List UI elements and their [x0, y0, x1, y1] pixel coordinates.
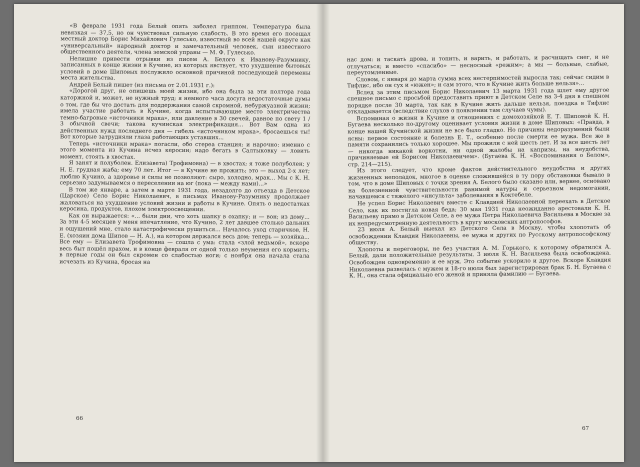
- page-number-left: 66: [76, 416, 83, 422]
- paragraph: Андрей Белый пишет (из письма от 2.01.1931 г.):: [69, 82, 215, 90]
- paragraph: В том же январе, а затем в марте 1931 года, незадолго до отъезда в Детское (Царское) Село Борис Николаевич, в письмах Иванову-Разумнику продолжает жаловаться на ухудшение условий жизни и работы в Кучине. Опять о недостатках керосина, продуктов, плохом электроосвещении.: [59, 187, 310, 214]
- paragraph: Хлопоты и переговоры, не без участия А. М. Горького, к которому обратился А. Белый, дали положительные результаты. 3 июля К. Н. Васильева была освобождена. Освобожден одновременно и ее муж. Это событие ускорило и другое. Вскоре Клавдия Николаевна развелась с мужем и 18-го июля был зарегистрирован брак Б. Н. Бугаева с К. Н., она стала официально его женой и приняла фамилию — Бугаева.: [348, 244, 612, 280]
- right-page: [347, 55, 611, 280]
- paragraph: Я занят и полуболен. Елизавета) Трофимовна) — в хвостах; я тоже полуболен; у Н. Е. грудная жаба; ему 70 лет. Итог — в Кучине не прожить; это — выход 2-х лет; люблю Кучино, а здоровье и силы не позволяют: сыро, холодно, мрак... Мы с К. Н. серьезно задумываемся о переселении на юг (пока — между нами)...»: [59, 160, 310, 188]
- paragraph: Из этого следует, что кроме фактов действительного неудобства и других жизненных неполадок, многое в оценке сложившейся в ту пору обстановки бывало в том, что в доме Шиповых с точки зрения А. Белого было сказано или, вернее, основано на болезненной чувствительности ранимой натуры и серьезном недомогании, начавшемся с тяжелого «инсульта» заболевания в Коктебеле.: [348, 165, 611, 201]
- book-gutter: [316, 4, 330, 462]
- paragraph: Вслед за этим письмом Борис Николаевич 13 марта 1931 года шлет ему другое спешное письмо с просьбой предоставить приют в Детском Селе на 3-4 дня в спешном порядке после 30 марта, так как в Кучине жить дальше нельзя, поездка в Тифлис откладывается (вследствие слухов о появлении там случаев чумы).: [347, 87, 610, 116]
- paragraph: Вспоминая о жизни в Кучине и отношениях с домохозяйкой Е. Т. Шиповой К. Н. Бугаева несколько по-другому оценивает условия жизни в доме Шиповых: «Правда, в конце нашей Кучинской жизни не все было гладко. Но причины недоразумений были ясны: первое состояние и болезнь Е. Т., особенно после смерти ее мужа. Все же в памяти сохранились только хорошее. Мы прожили с ней шесть лет. И за все шесть лет — никогда никакой воркотни, ни одной жалобы на капризы, на неудобства, причиняемые ей Борисом Николаевичем». (Бугаева К. Н. «Воспоминания о Белом», стр. 214—215).: [347, 113, 610, 169]
- left-page: [59, 23, 310, 267]
- paragraph: Теперь «источники мрака» погасли, обо стереа станция; и нарочно: именно с этого момента из Кучина исчез керосин; надо бегать в Салтыковку — ловить момент, стоять в хвостах.: [59, 141, 311, 161]
- page-number-right: 67: [582, 426, 589, 432]
- paragraph: Как он выражается: «... были дни, что хоть шапку в охапку; и — вон; из дому... За эти 4-5 месяцев у меня впечатление, что Кучино, 2 лет давшее столько дальних и ощущений мне, стало катастрофически рушиться... Началось уход старичков, Н. Е. (хозяин дома Шипов — Н. А.), на котором держался весь дом; теперь — хозяйка... Все ему — Елизавета Трофимовна — сошла с ума: стала «злой ведьмой», вскоре весь быт пошёл прахом, и в конце февраля от одной только неумения его кормить; в первые годы он был скромен со слабостью ноги; с ноября она начала стала исчезать из Кучина, бросая на: [59, 213, 310, 266]
- paragraph: Словом, с января до марта сумма всех нестерпимостей выросла так; сейчас сидим в Тифлис, ибо он сух и «южен»; и сам этого, что в Кучине жить больше нельзя»...: [347, 74, 610, 90]
- paragraph: 23 июля А. Белый выехал из Детского Села в Москву, чтобы хлопотать об освобождении Клавдии Николаевны, ее мужа и других по Русскому антропософскому обществу.: [348, 224, 611, 247]
- paragraph: нас дом: и таскать дрова, и топить, и варить, и работать, и расчищать снег, и не отлучаться; и вместо «спасибо» — несносный «режим»; а мы — больные, слабые, переутомленные.: [346, 54, 609, 77]
- paragraph: «В феврале 1931 года Белый опять заболел гриппом. Температура была невязкая — 37,5, но он чувствовал сильную слабость. В это время его посещал местный доктор Борис Михайлович Гулесько, известный во всей нашей округе как «универсальный» народный доктор и замечательный человек, сын известного общественного деятеля, члена земской управы — М. Ф. Гулесько.: [60, 23, 311, 57]
- paragraph: «Дорогой друг, не опишешь моей жизни, ибо она была за эти полтора года каторжной и, может, не нужный труд; я немного часа досуга недостаточные думы о том, где бы что достать для поддержания самой скромной, небуржуазной жизни; имела участие работать в Кучине, когда испытывающие место электричества темно-багровые «источники мрака», или давление в 30 свечей, равное по свету 1 / 3 обычной свечи; такова кучинская электрификация... Вот Вам одна из действенных нужд последнего дня — гибель «источником мрака», бросаешься ты! Вот которые затрудняли глаза работающих уставших...: [60, 88, 311, 142]
- paragraph: Не успел Борис Николаевич вместе с Клавдией Николаевной переехать в Детское Село, как их постигла новая беда; 30 мая 1931 года неожиданно арестовали К. Н. Васильеву прямо в Детском Селе, а ее мужа Петра Николаевича Васильева в Москве за их непредусмотренную деятельность в кругу московских антропософов.: [348, 198, 611, 228]
- book-spread: [14, 4, 624, 462]
- paragraph: Нелишне привести отрывки из писем А. Белого к Иванову-Разумнику, записанных в конце жизни в Кучине, из которых явствует, что ухудшение бытовых условий в доме Шиповых послужило основной причиной последующей перемены места жительства.: [60, 56, 311, 83]
